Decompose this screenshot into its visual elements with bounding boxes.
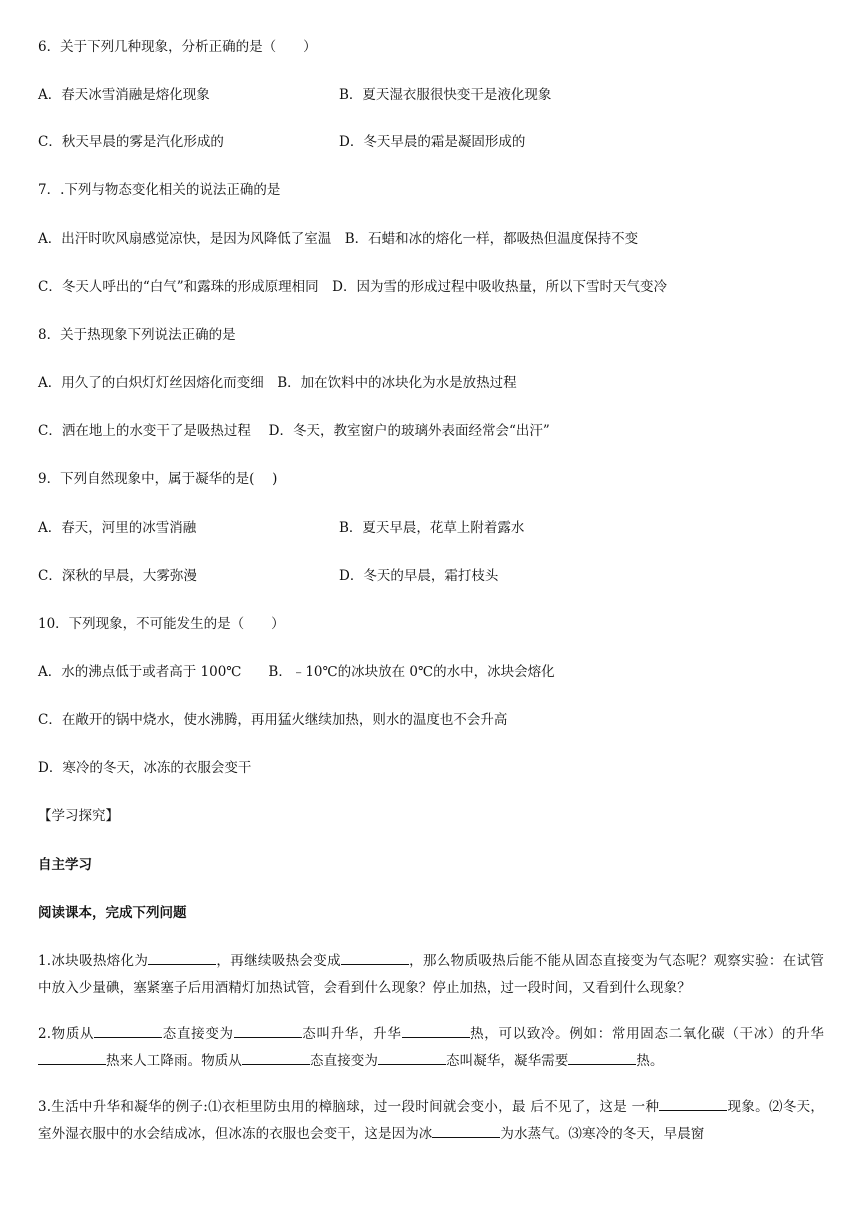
item-2-text-d: 热，可以致冷。例如：常用固态二氧化碳（干冰）的升华 <box>469 1026 825 1042</box>
q6-option-a: A．春天冰雪消融是熔化现象 <box>38 87 210 103</box>
q9-stem: 9．下列自然现象中，属于凝华的是( ) <box>38 471 278 487</box>
item-1-text-a: 1.冰块吸热熔化为 <box>38 953 149 969</box>
item-3-text-a: 3.生活中升华和凝华的例子:⑴衣柜里防虫用的樟脑球，过一段时间就会变小，最 后不见了，这是 一种 <box>38 1099 660 1115</box>
item-1-text-b: ，再继续吸热会变成 <box>216 953 341 969</box>
q6-option-b: B．夏天湿衣服很快变干是液化现象 <box>339 87 552 103</box>
fill-blank[interactable] <box>148 950 216 965</box>
fill-blank[interactable] <box>234 1023 302 1038</box>
q9-option-a: A．春天，河里的冰雪消融 <box>38 520 197 536</box>
q7-options-ab: A．出汗时吹风扇感觉凉快，是因为风降低了室温 B．石蜡和冰的熔化一样，都吸热但温度保持不变 <box>38 231 639 247</box>
q8-stem: 8．关于热现象下列说法正确的是 <box>38 327 236 343</box>
item-3-text-b: 现象。⑵冬天，室外湿衣服中的水会结成冰，但冰冻的衣服也会变干，这是因为冰 <box>38 1099 825 1142</box>
fill-blank[interactable] <box>242 1050 310 1065</box>
q10-stem: 10．下列现象，不可能发生的是（ ） <box>38 616 285 632</box>
fill-blank[interactable] <box>341 950 409 965</box>
item-1-paragraph <box>38 948 824 1002</box>
q10-option-d: D．寒冷的冬天，冰冻的衣服会变干 <box>38 760 252 776</box>
q6-option-c: C．秋天早晨的雾是汽化形成的 <box>38 134 224 150</box>
q9-option-c: C．深秋的早晨，大雾弥漫 <box>38 568 197 584</box>
q6-option-d: D．冬天早晨的霜是凝固形成的 <box>339 134 526 150</box>
item-2-paragraph <box>38 1021 824 1075</box>
q8-options-ab: A．用久了的白炽灯灯丝因熔化而变细 B．加在饮料中的冰块化为水是放热过程 <box>38 375 517 391</box>
item-2-text-f: 态直接变为 <box>310 1053 378 1069</box>
section-title: 【学习探究】 <box>38 808 119 824</box>
section-subtitle-read-textbook: 阅读课本，完成下列问题 <box>38 905 187 921</box>
fill-blank[interactable] <box>38 1050 106 1065</box>
q9-option-b: B．夏天早晨，花草上附着露水 <box>339 520 525 536</box>
fill-blank[interactable] <box>568 1050 636 1065</box>
q10-options-ab: A．水的沸点低于或者高于 100℃ B．﹣10℃的冰块放在 0℃的水中，冰块会熔化 <box>38 664 555 680</box>
item-2-text-g: 态叫凝华，凝华需要 <box>446 1053 569 1069</box>
fill-blank[interactable] <box>402 1023 470 1038</box>
q10-option-c: C．在敞开的锅中烧水，使水沸腾，再用猛火继续加热，则水的温度也不会升高 <box>38 712 508 728</box>
fill-blank[interactable] <box>659 1096 727 1111</box>
q9-option-d: D．冬天的早晨，霜打枝头 <box>339 568 499 584</box>
item-2-text-c: 态叫升华，升华 <box>301 1026 402 1042</box>
item-2-text-e: 热来人工降雨。物质从 <box>106 1053 242 1069</box>
item-2-text-h: 热。 <box>636 1053 664 1069</box>
fill-blank[interactable] <box>94 1023 162 1038</box>
q6-stem: 6．关于下列几种现象，分析正确的是（ ） <box>38 39 317 55</box>
item-1-text-c: ，那么物质吸热后能不能从固态直接变为气态呢？观察实验：在试管中放入少量碘，塞紧塞子后用酒精灯加热试管，会看到什么现象？停止加热，过一段时间，又看到什么现象？ <box>38 953 825 996</box>
q7-stem: 7．.下列与物态变化相关的说法正确的是 <box>38 182 281 198</box>
item-3-paragraph <box>38 1094 824 1148</box>
item-3-text-c: 为水蒸气。⑶寒冷的冬天，早晨窗 <box>500 1126 705 1142</box>
item-2-text-a: 2.物质从 <box>38 1026 95 1042</box>
q8-options-cd: C．洒在地上的水变干了是吸热过程 D．冬天，教室窗户的玻璃外表面经常会“出汗” <box>38 423 550 439</box>
item-2-text-b: 态直接变为 <box>162 1026 234 1042</box>
q7-options-cd: C．冬天人呼出的“白气”和露珠的形成原理相同 D．因为雪的形成过程中吸收热量，所以下雪时天气变冷 <box>38 279 667 295</box>
section-subtitle-self-study: 自主学习 <box>38 857 92 873</box>
fill-blank[interactable] <box>432 1123 500 1138</box>
fill-blank[interactable] <box>378 1050 446 1065</box>
